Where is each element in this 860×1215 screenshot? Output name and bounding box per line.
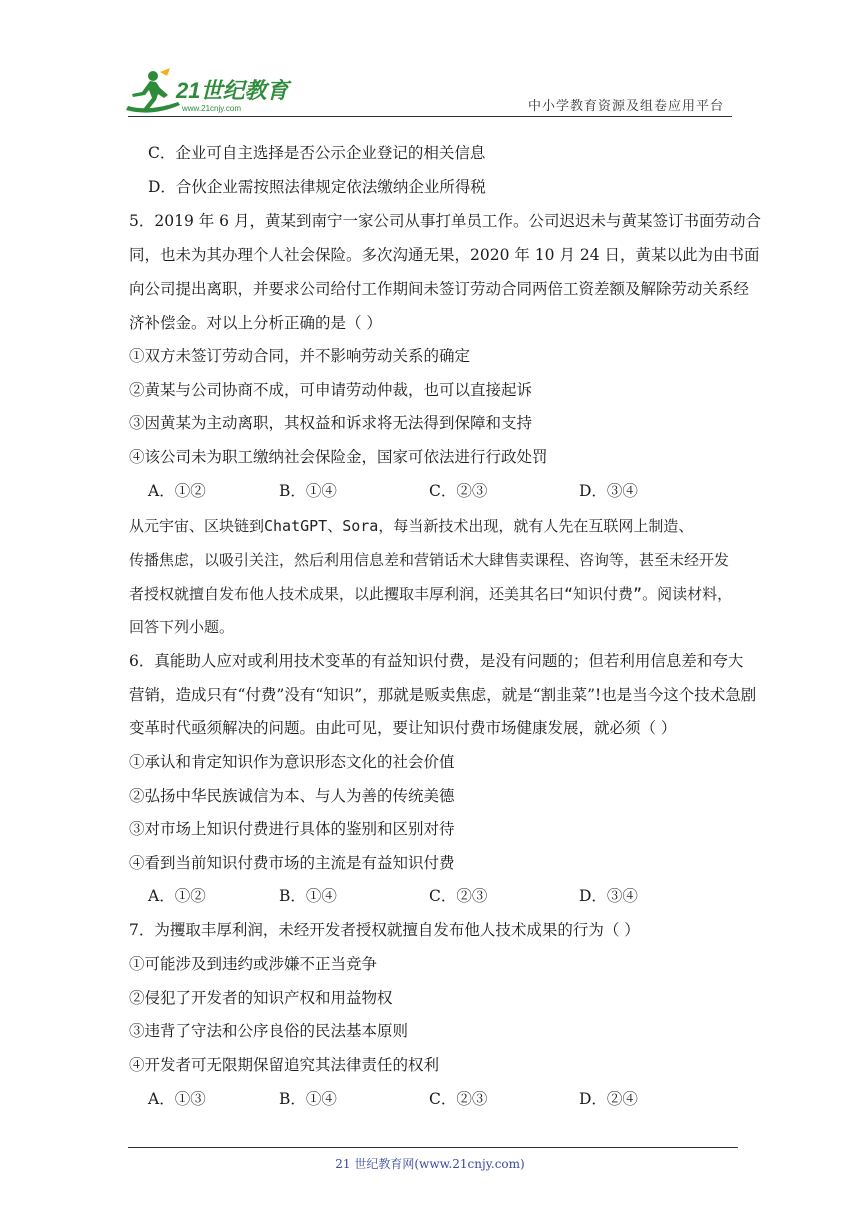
footer-link[interactable]: 21 世纪教育网(www.21cnjy.com) <box>335 1157 525 1171</box>
q6-option-c: C．②③ <box>429 887 488 905</box>
q5-option-b: B．①④ <box>279 482 337 500</box>
q5-statement-4: ④该公司未为职工缴纳社会保险金，国家可依法进行行政处罚 <box>129 448 548 466</box>
material-line-3: 者授权就擅自发布他人技术成果，以此攫取丰厚利润，还美其名曰“知识付费”。阅读材料， <box>129 585 733 603</box>
q6-statement-2: ②弘扬中华民族诚信为本、与人为善的传统美德 <box>129 787 455 805</box>
q7-option-a: A．①③ <box>148 1090 206 1108</box>
q5-statement-1: ①双方未签订劳动合同，并不影响劳动关系的确定 <box>129 347 471 365</box>
q5-option-d: D．③④ <box>579 482 638 500</box>
footer-divider <box>128 1147 738 1148</box>
q7-option-d: D．②④ <box>579 1090 638 1108</box>
q6-statement-3: ③对市场上知识付费进行具体的鉴别和区别对待 <box>129 820 455 838</box>
q6-stem-3: 变革时代亟须解决的问题。由此可见，要让知识付费市场健康发展，就必须（ ） <box>129 719 677 737</box>
logo-text: 21世纪教育 <box>176 78 289 103</box>
q5-statement-2: ②黄某与公司协商不成，可申请劳动仲裁，也可以直接起诉 <box>129 381 533 399</box>
q7-option-c: C．②③ <box>429 1090 488 1108</box>
header-tagline: 中小学教育资源及组卷应用平台 <box>527 99 724 114</box>
logo-url: www.21cnjy.com <box>182 104 241 113</box>
material-line-1: 从元宇宙、区块链到ChatGPT、Sora，每当新技术出现，就有人先在互联网上制造、 <box>129 517 694 535</box>
q7-statement-3: ③违背了守法和公序良俗的民法基本原则 <box>129 1022 409 1040</box>
q6-option-b: B．①④ <box>279 887 337 905</box>
q6-stem-1: 6．真能助人应对或利用技术变革的有益知识付费，是没有问题的；但若利用信息差和夸大 <box>129 652 744 670</box>
q5-stem-4: 济补偿金。对以上分析正确的是（ ） <box>129 314 382 332</box>
q5-stem-1: 5．2019 年 6 月，黄某到南宁一家公司从事打单员工作。公司迟迟未与黄某签订书面劳动合 <box>129 212 761 230</box>
q6-statement-4: ④看到当前知识付费市场的主流是有益知识付费 <box>129 854 455 872</box>
option-d-prev: D．合伙企业需按照法律规定依法缴纳企业所得税 <box>148 178 486 196</box>
q6-statement-1: ①承认和肯定知识作为意识形态文化的社会价值 <box>129 753 455 771</box>
q5-statement-3: ③因黄某为主动离职，其权益和诉求将无法得到保障和支持 <box>129 414 533 432</box>
q7-option-b: B．①④ <box>279 1090 337 1108</box>
runner-icon <box>126 68 180 113</box>
material-line-4: 回答下列小题。 <box>129 618 235 636</box>
q6-option-d: D．③④ <box>579 887 638 905</box>
q5-stem-3: 向公司提出离职，并要求公司给付工作期间未签订劳动合同两倍工资差额及解除劳动关系经 <box>129 280 750 298</box>
q7-statement-4: ④开发者可无限期保留追究其法律责任的权利 <box>129 1056 440 1074</box>
q5-option-a: A．①② <box>148 482 206 500</box>
q7-statement-2: ②侵犯了开发者的知识产权和用益物权 <box>129 989 393 1007</box>
q7-statement-1: ①可能涉及到违约或涉嫌不正当竞争 <box>129 955 378 973</box>
q5-option-c: C．②③ <box>429 482 488 500</box>
material-line-2: 传播焦虑，以吸引关注，然后利用信息差和营销话术大肆售卖课程、咨询等，甚至未经开发 <box>129 551 730 569</box>
option-c-prev: C．企业可自主选择是否公示企业登记的相关信息 <box>148 144 486 162</box>
logo-21cnjy <box>120 64 295 120</box>
q6-stem-2: 营销，造成只有“付费”没有“知识”，那就是贩卖焦虑，就是“割韭菜”!也是当今这个技术急剧 <box>129 686 757 704</box>
q6-option-a: A．①② <box>148 887 206 905</box>
q5-stem-2: 同，也未为其办理个人社会保险。多次沟通无果，2020 年 10 月 24 日，黄某以此为由书面 <box>129 246 760 264</box>
q7-stem-1: 7．为攫取丰厚利润，未经开发者授权就擅自发布他人技术成果的行为（ ） <box>129 921 640 939</box>
header-divider <box>128 116 732 117</box>
